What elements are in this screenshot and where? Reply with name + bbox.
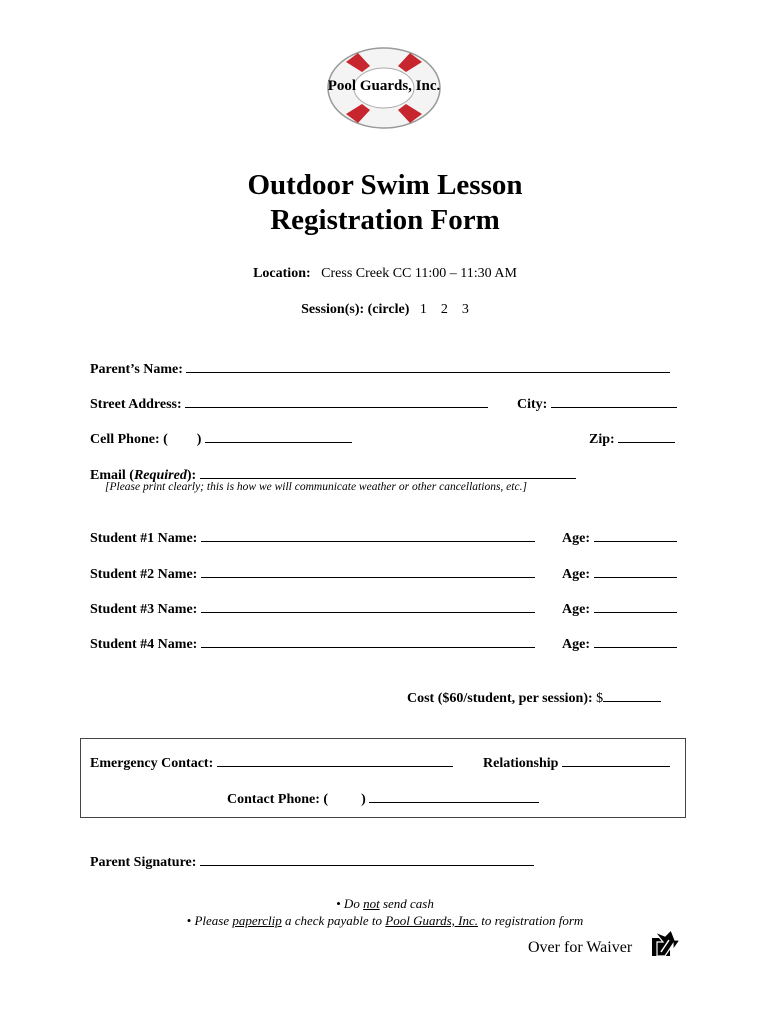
relationship-row — [483, 752, 670, 772]
contact-phone-close: ) — [361, 792, 366, 807]
email-label: Email ( — [90, 468, 134, 483]
sessions-label: Session(s): (circle) — [301, 302, 410, 317]
title-line-2: Registration Form — [270, 204, 500, 236]
student-3-age-label: Age: — [562, 602, 590, 617]
student-1-name-field[interactable] — [201, 527, 535, 542]
student-1-label: Student #1 Name: — [90, 531, 198, 546]
student-4-label: Student #4 Name: — [90, 637, 198, 652]
parent-name-field[interactable] — [186, 358, 670, 373]
cell-phone-field[interactable] — [205, 428, 352, 443]
parent-name-row — [90, 358, 670, 378]
location-value: Cress Creek CC 11:00 – 11:30 AM — [321, 266, 517, 281]
street-address-field[interactable] — [185, 393, 488, 408]
street-address-label: Street Address: — [90, 397, 182, 412]
page-turn-icon — [651, 930, 681, 958]
student-4-age-field[interactable] — [594, 633, 677, 648]
student-3-name-field[interactable] — [201, 598, 535, 613]
company-logo-text: Pool Guards, Inc. — [327, 78, 441, 94]
location-label: Location: — [253, 266, 311, 281]
page-title — [0, 168, 770, 238]
student-3-age-field[interactable] — [594, 598, 677, 613]
email-required: Required — [133, 468, 187, 483]
zip-row — [589, 428, 675, 448]
student-1-age-label: Age: — [562, 531, 590, 546]
note-line-2: • Please paperclip a check payable to Pool Guards, Inc. to registration form — [186, 913, 584, 928]
payment-notes — [0, 895, 770, 929]
session-option-1[interactable]: 1 — [419, 302, 427, 317]
student-2-label: Student #2 Name: — [90, 567, 198, 582]
student-3-row — [90, 598, 535, 618]
cost-label: Cost ($60/student, per session): — [407, 691, 593, 706]
cell-phone-close: ) — [196, 432, 202, 447]
zip-label: Zip: — [589, 432, 615, 447]
sessions-line — [0, 302, 770, 318]
student-3-label: Student #3 Name: — [90, 602, 198, 617]
email-field[interactable] — [200, 464, 576, 479]
email-label-close: ): — [186, 468, 197, 483]
over-for-waiver-text: Over for Waiver — [528, 939, 633, 956]
cost-currency: $ — [596, 691, 604, 706]
student-4-age-label: Age: — [562, 637, 590, 652]
student-2-age-field[interactable] — [594, 563, 677, 578]
email-note: [Please print clearly; this is how we will communicate weather or other cancellations, etc.] — [105, 481, 527, 493]
student-3-age-row — [562, 598, 677, 618]
emergency-contact-field[interactable] — [217, 752, 453, 767]
student-1-age-field[interactable] — [594, 527, 677, 542]
student-2-row — [90, 563, 535, 583]
city-row — [517, 393, 677, 413]
student-2-age-label: Age: — [562, 567, 590, 582]
student-1-age-row — [562, 527, 677, 547]
signature-label: Parent Signature: — [90, 855, 197, 870]
parent-name-label: Parent’s Name: — [90, 362, 183, 377]
relationship-field[interactable] — [562, 752, 670, 767]
session-option-2[interactable]: 2 — [440, 302, 448, 317]
student-4-row — [90, 633, 535, 653]
cell-phone-label: Cell Phone: ( — [90, 432, 168, 447]
city-field[interactable] — [551, 393, 677, 408]
student-2-age-row — [562, 563, 677, 583]
location-line — [0, 266, 770, 282]
emergency-contact-row — [90, 752, 453, 772]
street-address-row — [90, 393, 488, 413]
student-4-name-field[interactable] — [201, 633, 535, 648]
cell-phone-row — [90, 428, 352, 448]
emergency-contact-label: Emergency Contact: — [90, 756, 214, 771]
cost-row — [407, 687, 661, 707]
title-line-1: Outdoor Swim Lesson — [247, 169, 523, 201]
signature-field[interactable] — [200, 851, 534, 866]
contact-phone-label: Contact Phone: ( — [227, 792, 329, 807]
student-2-name-field[interactable] — [201, 563, 535, 578]
contact-phone-row — [227, 788, 539, 808]
cost-field[interactable] — [603, 687, 661, 702]
zip-field[interactable] — [618, 428, 675, 443]
contact-phone-field[interactable] — [369, 788, 539, 803]
city-label: City: — [517, 397, 548, 412]
session-option-3[interactable]: 3 — [461, 302, 469, 317]
student-1-row — [90, 527, 535, 547]
signature-row — [90, 851, 534, 871]
relationship-label: Relationship — [483, 756, 559, 771]
student-4-age-row — [562, 633, 677, 653]
note-line-1: • Do not send cash — [336, 896, 434, 911]
